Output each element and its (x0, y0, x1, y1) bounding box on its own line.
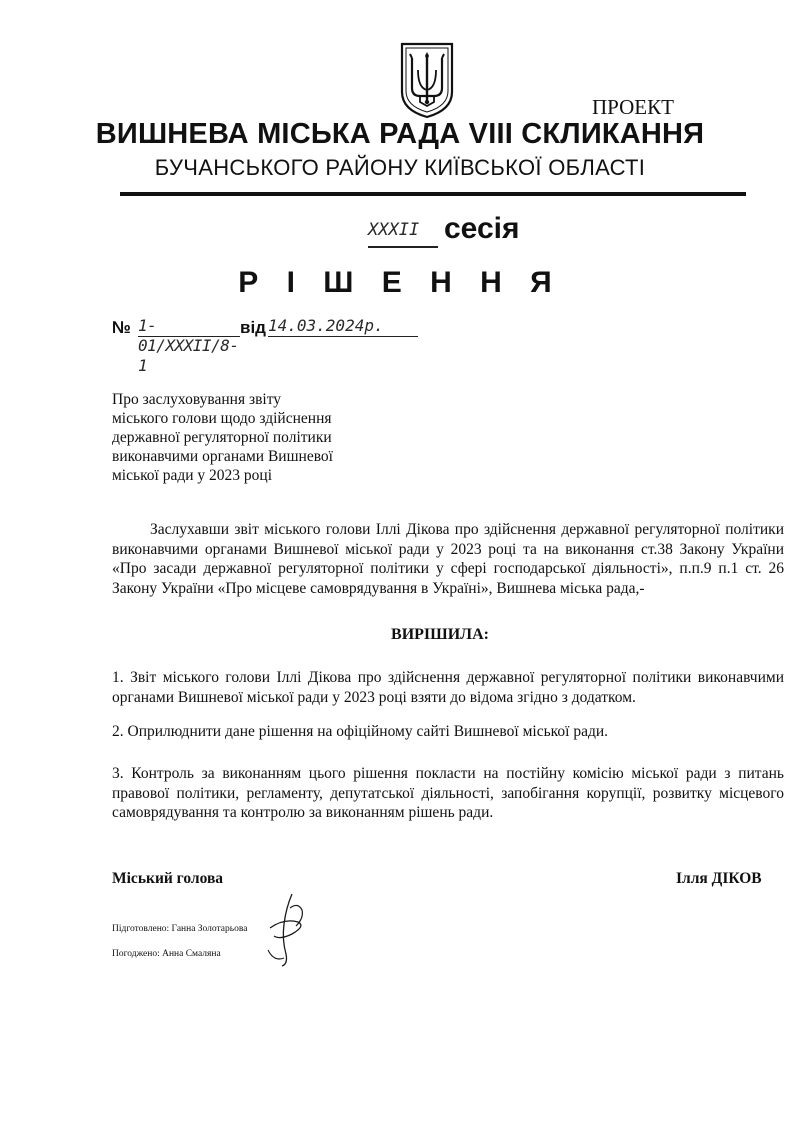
subject-line: державної регуляторної політики (112, 429, 332, 446)
session-number-field (368, 220, 438, 248)
session-word: сесія (444, 212, 520, 245)
mayor-title: Міський голова (112, 870, 224, 887)
resolution-item: 3. Контроль за виконанням цього рішення покласти на постійну комісію міської ради з питань правової політики, регламенту, депутатської діяльності, запобігання корупції, розвитку місцевого самоврядування та контролю за виконанням рішень ради. (112, 765, 784, 821)
decision-number-handwritten: 1-01/XXXII/8-1 (138, 316, 239, 375)
trident-coat-of-arms-icon (398, 40, 456, 120)
district-name: БУЧАНСЬКОГО РАЙОНУ КИЇВСЬКОЇ ОБЛАСТІ (154, 155, 646, 180)
preamble-text: Заслухавши звіт міського голови Іллі Дікова про здійснення державної регуляторної політики виконавчими органами Вишневої міської ради у 2023 році та на виконання ст.38 Закону України «Про засади державної регуляторної політики у сфері господарської діяльності», п.п.9 п.1 ст. 26 Закону України «Про місцеве самоврядування в Україні», Вишнева міська рада,- (112, 521, 784, 597)
handwritten-signature (262, 888, 312, 970)
resolved-heading: ВИРІШИЛА: (391, 626, 489, 643)
resolution-item: 1. Звіт міського голови Іллі Дікова про здійснення державної регуляторної політики виконавчими органами Вишневої міської ради у 2023 році взяти до відома згідно з додатком. (112, 669, 784, 706)
decision-number-prefix: № (112, 318, 131, 337)
subject-line: виконавчими органами Вишневої (112, 448, 333, 465)
header-divider (120, 192, 746, 196)
agreed-by: Погоджено: Анна Смаляна (112, 949, 221, 959)
decision-date-field (268, 316, 418, 337)
subject-line: міської ради у 2023 році (112, 467, 273, 484)
resolution-item: 2. Оприлюднити дане рішення на офіційному сайті Вишневої міської ради. (112, 723, 608, 740)
decision-title: Р І Ш Е Н Н Я (238, 266, 562, 299)
subject-line: міського голови щодо здійснення (112, 410, 332, 427)
prepared-by: Підготовлено: Ганна Золотарьова (112, 924, 248, 934)
decision-date-handwritten: 14.03.2024р. (268, 316, 384, 335)
council-name: ВИШНЕВА МІСЬКА РАДА VIII СКЛИКАННЯ (95, 118, 705, 150)
mayor-name: Ілля ДІКОВ (676, 870, 762, 887)
decision-date-label: від (240, 318, 266, 337)
preamble (112, 520, 784, 598)
subject-line: Про заслуховування звіту (112, 391, 282, 408)
decision-subject (112, 390, 392, 485)
decision-number-field (138, 316, 240, 375)
draft-label: ПРОЕКТ (592, 95, 674, 119)
session-number-handwritten: XXXII (368, 220, 420, 240)
